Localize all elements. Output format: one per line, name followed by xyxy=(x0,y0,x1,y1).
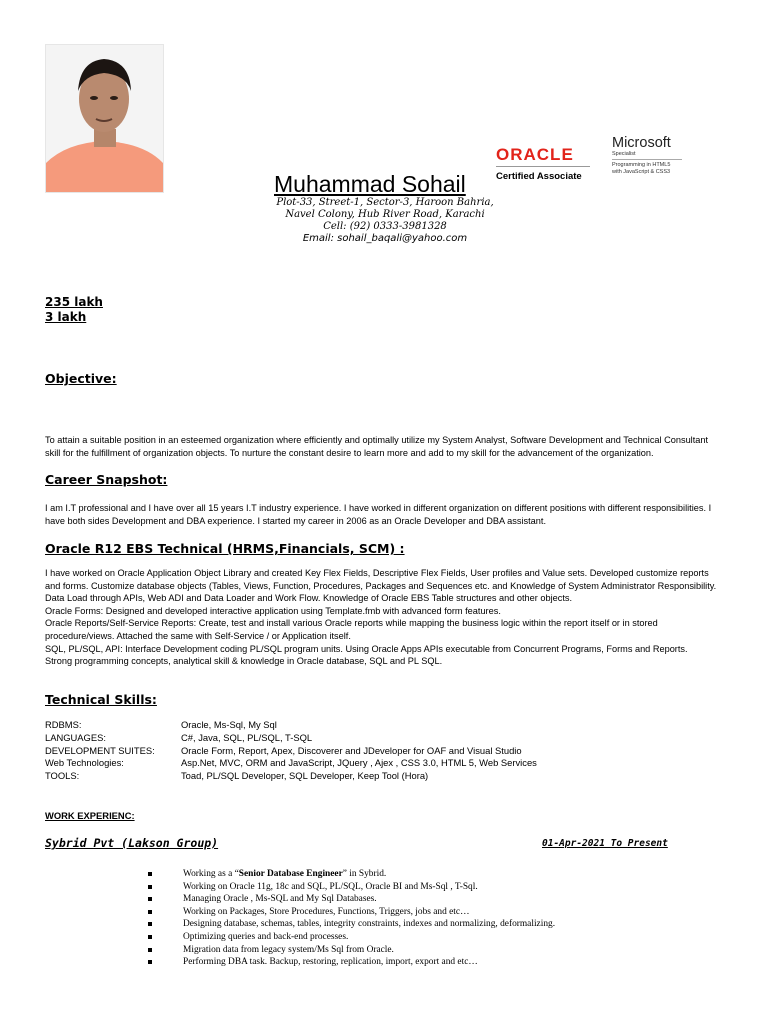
skill-value-rdbms: Oracle, Ms-Sql, My Sql xyxy=(181,719,277,730)
address-line-1: Plot-33, Street-1, Sector-3, Haroon Bahria, xyxy=(276,197,494,208)
list-item: Migration data from legacy system/Ms Sql from Oracle. xyxy=(146,944,686,957)
job-title: Senior Database Engineer xyxy=(238,869,343,879)
skill-label-rdbms: RDBMS: xyxy=(45,719,82,730)
bullet-icon xyxy=(148,948,152,952)
ebs-p5: SQL, PL/SQL, API: Interface Development coding PL/SQL program units. Using Oracle Apps APIs executable from Concurrent Programs, Forms and Reports. xyxy=(45,643,688,654)
work-experience-heading: WORK EXPERIENC: xyxy=(45,810,135,821)
list-item: Working as a “Senior Database Engineer” in Sybrid. xyxy=(146,868,686,881)
skill-label-languages: LANGUAGES: xyxy=(45,731,106,743)
career-snapshot-text: I am I.T professional and I have over all 15 years I.T industry experience. I have worked in different organization on different positions with different responsibilities. I have both sides Development and DBA experience. I started my career in 2006 as an Oracle Developer and DBA assistant. xyxy=(45,503,712,526)
bullet-icon xyxy=(148,872,152,876)
microsoft-specialist-logo xyxy=(612,136,690,178)
salary-expected: 3 lakh xyxy=(45,310,87,324)
bullet-icon xyxy=(148,935,152,939)
oracle-certified-logo xyxy=(496,146,590,184)
salary-current: 235 lakh xyxy=(45,295,103,309)
list-item: Performing DBA task. Backup, restoring, replication, import, export and etc… xyxy=(146,956,686,969)
ms-cert-line1: Programming in HTML5 xyxy=(612,162,671,168)
skill-label-web-tech: Web Technologies: xyxy=(45,757,124,769)
cell-number: Cell: (92) 0333-3981328 xyxy=(323,221,447,232)
ebs-p2: Data Load through APIs, Web ADI and Data Loader and Work Flow. Knowledge of Oracle EBS Table structures and other objects. xyxy=(45,593,573,604)
bullet-icon xyxy=(148,910,152,914)
employment-dates: 01-Apr-2021 To Present xyxy=(542,838,668,849)
skill-label-dev-suites: DEVELOPMENT SUITES: xyxy=(45,744,155,756)
career-snapshot-heading: Career Snapshot: xyxy=(45,472,168,487)
bullet-icon xyxy=(148,960,152,964)
skills-values xyxy=(181,719,537,783)
company-name: Sybrid Pvt (Lakson Group) xyxy=(45,836,219,850)
oracle-wordmark: ORACLE xyxy=(496,145,574,164)
ebs-p1: I have worked on Oracle Application Object Library and created Key Flex Fields, Descriptive Flex Fields, User profiles and Value sets. Developed customize reports and forms. Customize database objects (Tables, Views, Function, Procedures, Packages and Sequences etc. and Knowledge of System Administrator Responsibility. xyxy=(45,568,717,591)
objective-heading: Objective: xyxy=(45,371,117,386)
bullet-icon xyxy=(148,885,152,889)
oracle-divider xyxy=(496,166,590,167)
ms-divider xyxy=(612,159,682,160)
oracle-caption: Certified Associate xyxy=(496,171,582,182)
microsoft-wordmark: Microsoft xyxy=(612,135,671,151)
list-item: Working on Oracle 11g, 18c and SQL, PL/SQL, Oracle BI and Ms-Sql , T-Sql. xyxy=(146,881,686,894)
skill-value-tools: Toad, PL/SQL Developer, SQL Developer, Keep Tool (Hora) xyxy=(181,770,429,782)
ebs-paragraphs xyxy=(45,567,721,668)
ebs-p4: Oracle Reports/Self-Service Reports: Create, test and install various Oracle reports while mapping the business logic within the report itself or in stored procedure/views. Attached the same with Self-Service / or Application itself. xyxy=(45,618,658,641)
skills-labels xyxy=(45,719,155,783)
candidate-name: Muhammad Sohail xyxy=(274,171,466,197)
ebs-heading: Oracle R12 EBS Technical (HRMS,Financials, SCM) : xyxy=(45,541,405,556)
profile-photo xyxy=(45,44,164,193)
email-address: Email: sohail_baqali@yahoo.com xyxy=(302,233,468,244)
list-item: Managing Oracle , Ms-SQL and My Sql Databases. xyxy=(146,893,686,906)
bullet-icon xyxy=(148,897,152,901)
objective-text: To attain a suitable position in an esteemed organization where efficiently and optimally utilize my System Analyst, Software Development and Technical Consultant skill for the fulfillment of organization objects. To nurture the constant desire to learn more and add to my skill for the advancement of the organization. xyxy=(45,435,709,458)
ebs-p6: Strong programming concepts, analytical skill & knowledge in Oracle database, SQL and PL SQL. xyxy=(45,656,443,667)
person-portrait xyxy=(46,45,163,192)
skill-value-languages: C#, Java, SQL, PL/SQL, T-SQL xyxy=(181,731,313,743)
address-line-2: Navel Colony, Hub River Road, Karachi xyxy=(285,209,485,220)
ms-cert-line2: with JavaScript & CSS3 xyxy=(612,168,671,175)
skill-label-tools: TOOLS: xyxy=(45,770,80,782)
technical-skills-heading: Technical Skills: xyxy=(45,692,157,707)
ms-specialist-label: Specialist xyxy=(612,151,636,157)
skill-value-dev-suites: Oracle Form, Report, Apex, Discoverer and JDeveloper for OAF and Visual Studio xyxy=(181,744,522,756)
bullet-icon xyxy=(148,922,152,926)
job-duties-list xyxy=(146,868,686,969)
skill-value-web-tech: Asp.Net, MVC, ORM and JavaScript, JQuery , Ajex , CSS 3.0, HTML 5, Web Services xyxy=(181,757,537,769)
list-item: Designing database, schemas, tables, integrity constraints, indexes and normalizing, deformalizing. xyxy=(146,918,686,931)
list-item: Optimizing queries and back-end processes. xyxy=(146,931,686,944)
ebs-p3: Oracle Forms: Designed and developed interactive application using Template.fmb with advanced form features. xyxy=(45,605,501,616)
list-item: Working on Packages, Store Procedures, Functions, Triggers, jobs and etc… xyxy=(146,906,686,919)
